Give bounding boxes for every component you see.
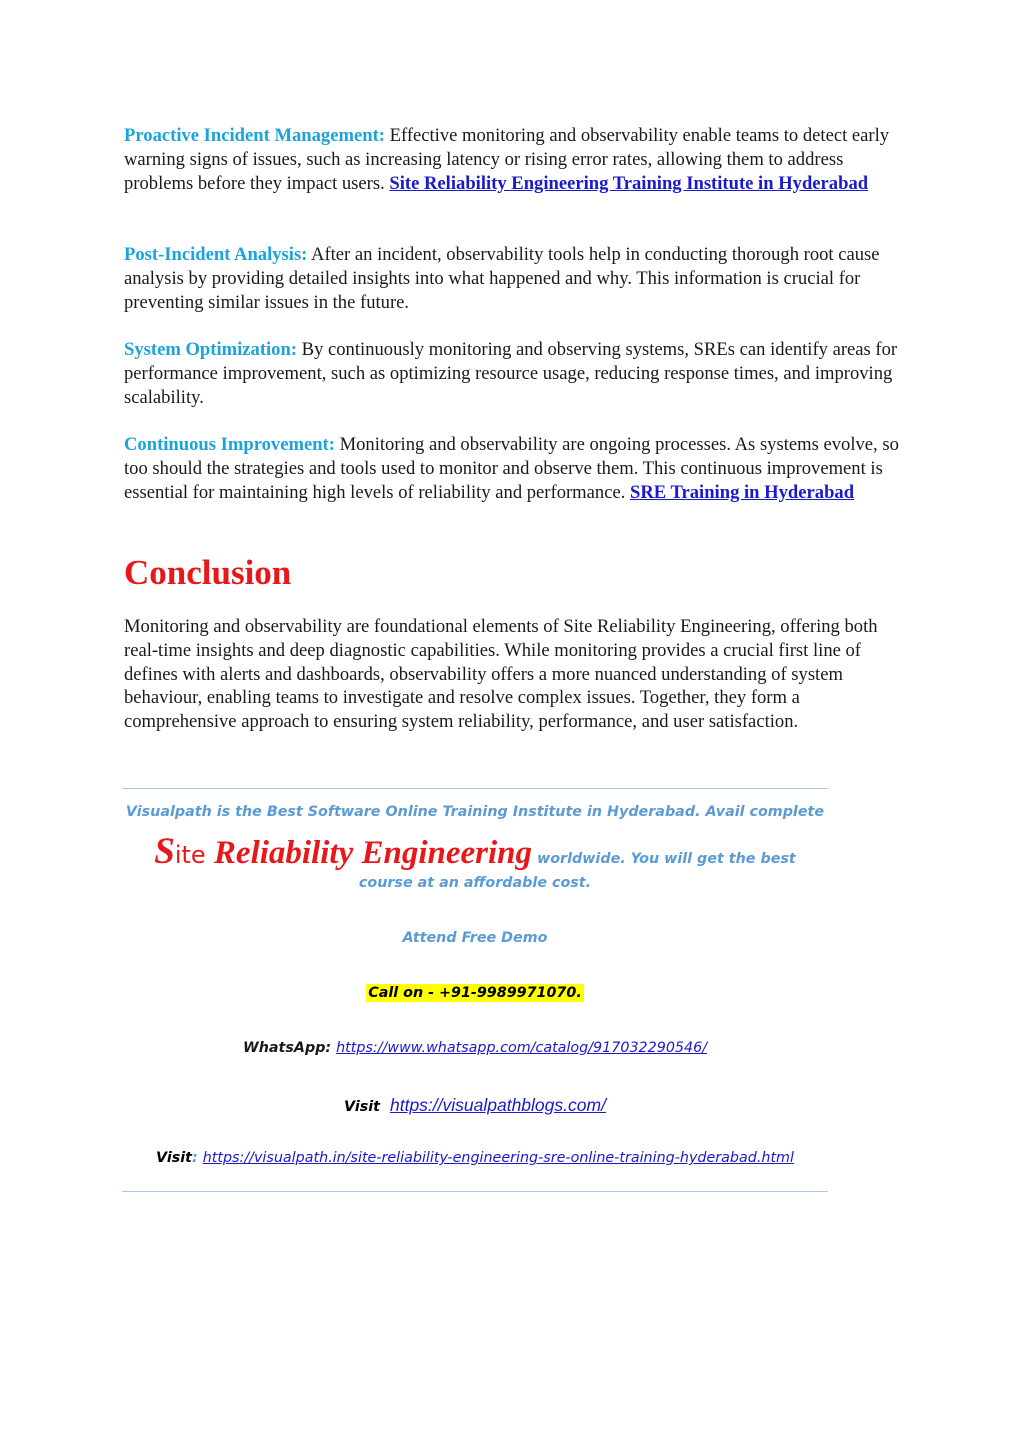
promo-line-3: course at an affordable cost. xyxy=(358,875,592,891)
visit-line-2 xyxy=(118,1150,832,1166)
section-text: By continuously monitoring and observing systems, SREs can identify areas for performance improvement, such as optimizing resource usage, reducing response times, and improving scalability. xyxy=(124,339,898,408)
sre-training-institute-link[interactable]: Site Reliability Engineering Training Institute in Hyderabad xyxy=(389,172,869,194)
conclusion-body: Monitoring and observability are foundational elements of Site Reliability Engineering, offering both real-time insights and deep diagnostic capabilities. While monitoring provides a crucial first line of defines with alerts and dashboards, observability offers a more nuanced understanding of system behaviour, enabling teams to investigate and resolve complex issues. Together, they form a comprehensive approach to ensuring system reliability, performance, and user satisfaction. xyxy=(124,616,878,733)
visit-line-1 xyxy=(122,1095,828,1116)
section-lead: System Optimization: xyxy=(124,339,298,360)
visit-label: Visit xyxy=(156,1150,192,1166)
attend-free-demo[interactable] xyxy=(122,930,828,946)
sre-title-initial: S xyxy=(154,831,175,872)
visualpath-course-link[interactable]: https://visualpath.in/site-reliability-engineering-sre-online-training-hyderabad.html xyxy=(202,1150,794,1166)
bottom-divider xyxy=(122,1191,828,1192)
visit-label: Visit xyxy=(344,1099,381,1115)
visit-colon: : xyxy=(192,1150,198,1166)
sre-training-link[interactable]: SRE Training in Hyderabad xyxy=(630,481,855,503)
promo-line-2-tail: worldwide. You will get the best xyxy=(532,851,796,867)
whatsapp-label: WhatsApp: xyxy=(242,1040,337,1056)
section-text: After an incident, observability tools help in conducting thorough root cause analysis by providing detailed insights into what happened and why. This information is crucial for preventing similar issues in the future. xyxy=(124,244,880,313)
visualpathblogs-link[interactable]: https://visualpathblogs.com/ xyxy=(389,1095,606,1115)
whatsapp-line xyxy=(122,1040,828,1056)
section-lead: Proactive Incident Management: xyxy=(124,125,385,146)
section-lead: Post-Incident Analysis: xyxy=(124,244,308,265)
promo-line-2 xyxy=(122,830,828,881)
call-line xyxy=(122,985,828,1001)
phone-number: Call on - +91-9989971070. xyxy=(368,985,582,1001)
sre-title xyxy=(154,831,533,872)
section-text: Effective monitoring and observability enable teams to detect early warning signs of issues, such as increasing latency or rising error rates, allowing them to address problems before they impact users. xyxy=(124,125,890,194)
sre-title-ite: ite xyxy=(174,841,206,869)
attend-free-demo-label: Attend Free Demo xyxy=(402,930,548,946)
top-divider xyxy=(122,788,828,789)
section-post-incident-analysis xyxy=(124,243,904,314)
section-proactive-incident-management xyxy=(124,124,904,195)
sre-title-rest: Reliability Engineering xyxy=(205,835,533,871)
section-text: Monitoring and observability are ongoing processes. As systems evolve, so too should the strategies and tools used to monitor and observe them. This continuous improvement is essential for maintaining high levels of reliability and performance. xyxy=(124,434,899,503)
whatsapp-link[interactable]: https://www.whatsapp.com/catalog/917032290546/ xyxy=(336,1040,708,1056)
section-lead: Continuous Improvement: xyxy=(124,434,335,455)
section-system-optimization xyxy=(124,338,904,409)
section-continuous-improvement xyxy=(124,433,904,504)
conclusion-heading: Conclusion xyxy=(124,553,292,592)
promo-line-1: Visualpath is the Best Software Online Training Institute in Hyderabad. Avail complete xyxy=(125,804,825,820)
